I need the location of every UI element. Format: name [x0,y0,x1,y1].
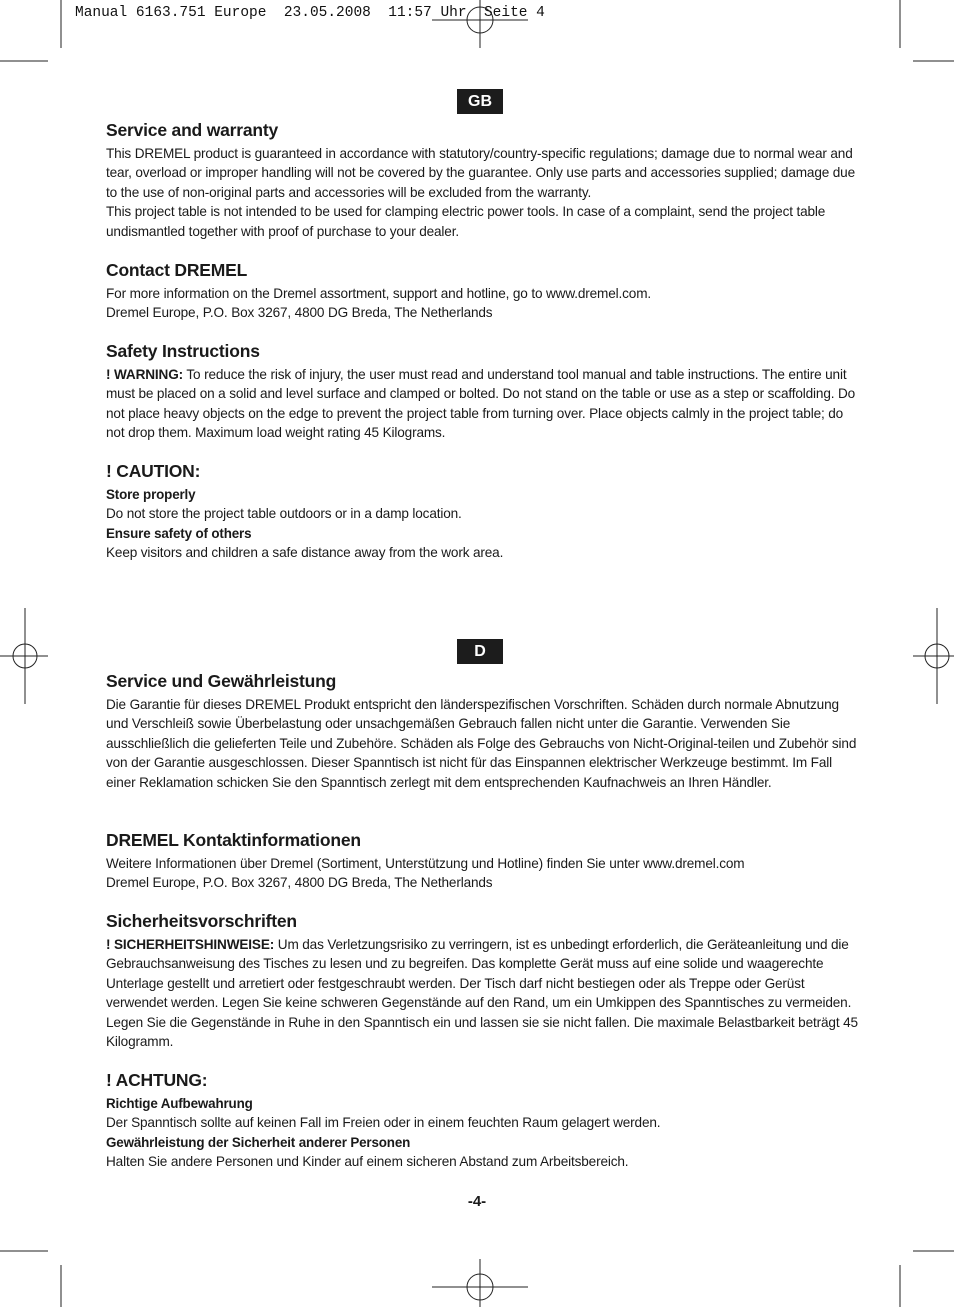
gb-service-section [106,120,858,241]
d-contact-line-2: Dremel Europe, P.O. Box 3267, 4800 DG Breda, The Netherlands [106,875,493,891]
d-caution-subheading-2: Gewährleistung der Sicherheit anderer Personen [106,1134,411,1150]
d-safety-section [106,911,858,1051]
d-safety-paragraph [106,935,858,1051]
gb-caution-subheading-1: Store properly [106,487,196,502]
d-caution-text-2: Halten Sie andere Personen und Kinder auf einem sicheren Abstand zum Arbeitsbereich. [106,1154,629,1170]
gb-service-paragraph-2: This project table is not intended to be used for clamping electric power tools. In case of a complaint, send the project table undismantled together with proof of purchase to your dealer. [106,204,826,239]
d-warning-label: ! SICHERHEITSHINWEISE: [106,937,275,952]
print-slug: Manual 6163.751 Europe 23.05.2008 11:57 Uhr Seite 4 [75,5,545,21]
d-contact-heading: DREMEL Kontaktinformationen [106,830,361,850]
registration-mark-left [0,608,48,704]
gb-safety-section [106,341,858,443]
language-badge-d: D [457,639,503,664]
d-caution-heading: ! ACHTUNG: [106,1070,208,1090]
gb-contact-section [106,260,858,323]
gb-safety-paragraph [106,365,858,443]
gb-caution-heading: ! CAUTION: [106,461,201,481]
registration-mark-right [913,608,954,704]
d-caution-text-1: Der Spanntisch sollte auf keinen Fall im Freien oder in einem feuchten Raum gelagert werden. [106,1115,661,1131]
d-service-paragraph: Die Garantie für dieses DREMEL Produkt entspricht den länderspezifischen Vorschriften. Schäden durch normale Abnutzung und Verschleiß sowie Überbelastung oder unsachgemäßen Gebrauch fallen nicht unter die Garantie. Verwenden Sie ausschließlich die gelieferten Teile und Zubehöre. Schäden als Folge des Gebrauchs von Nicht-Original-teilen und Zubehör sind von der Garantie ausgeschlossen. Dieser Spanntisch ist nicht für das Einspannen elektrischer Werkzeuge bestimmt. Im Fall einer Reklamation schicken Sie den Spanntisch zerlegt mit dem entsprechenden Kaufnachweis an Ihren Händler. [106,697,857,790]
gb-caution-text-2: Keep visitors and children a safe distance away from the work area. [106,545,504,561]
page-number: -4- [467,1193,487,1210]
d-caution-subheading-1: Richtige Aufbewahrung [106,1096,253,1111]
d-contact-line-1: Weitere Informationen über Dremel (Sortiment, Unterstützung und Hotline) finden Sie unter www.dremel.com [106,856,745,871]
d-caution-section [106,1070,858,1172]
gb-contact-line-2: Dremel Europe, P.O. Box 3267, 4800 DG Breda, The Netherlands [106,305,493,321]
registration-mark-top [432,0,528,48]
d-warning-text: Um das Verletzungsrisiko zu verringern, ist es unbedingt erforderlich, die Geräteanleitung und die Gebrauchsanweisung des Tisches zu lesen und zu begreifen. Das komplette Gerät muss auf eine solide und waagerechte Unterlage gestellt und arretiert oder festgeschraubt werden. Der Tisch darf nicht bestiegen oder als Treppe oder Gerüst verwendet werden. Legen Sie keine schweren Gegenstände auf den Rand, um ein Umkippen des Spanntisches zu vermeiden. Legen Sie die Gegenstände in Ruhe in den Spanntisch ein und lassen sie sie nicht fallen. Die maximale Belastbarkeit beträgt 45 Kilogramm. [106,937,858,1050]
d-contact-section [106,830,858,893]
gb-service-paragraph-1: This DREMEL product is guaranteed in accordance with statutory/country-specific regulations; damage due to normal wear and tear, overload or improper handling will not be covered by the guarantee. Only use parts and accessories supplied; damage due to the use of non-original parts and accessories will be excluded from the warranty. [106,146,856,200]
d-service-section [106,671,858,792]
gb-caution-text-1: Do not store the project table outdoors or in a damp location. [106,506,462,522]
registration-mark-bottom [432,1259,528,1307]
gb-contact-line-1: For more information on the Dremel assortment, support and hotline, go to www.dremel.com. [106,286,651,301]
gb-contact-heading: Contact DREMEL [106,260,248,280]
d-service-heading: Service und Gewährleistung [106,671,337,691]
d-safety-heading: Sicherheitsvorschriften [106,911,297,931]
gb-service-heading: Service and warranty [106,120,279,140]
gb-caution-subheading-2: Ensure safety of others [106,525,252,541]
gb-warning-label: ! WARNING: [106,367,184,382]
gb-safety-heading: Safety Instructions [106,341,260,361]
language-badge-gb: GB [457,89,503,114]
gb-caution-section [106,461,858,563]
gb-warning-text: To reduce the risk of injury, the user must read and understand tool manual and table instructions. The entire unit must be placed on a solid and level surface and clamped or bolted. Do not stand on the table or use as a step or scaffolding. Do not place heavy objects on the edge to prevent the project table from turning over. Place objects calmly in the project table; do not drop them. Maximum load weight rating 45 Kilograms. [106,367,856,441]
